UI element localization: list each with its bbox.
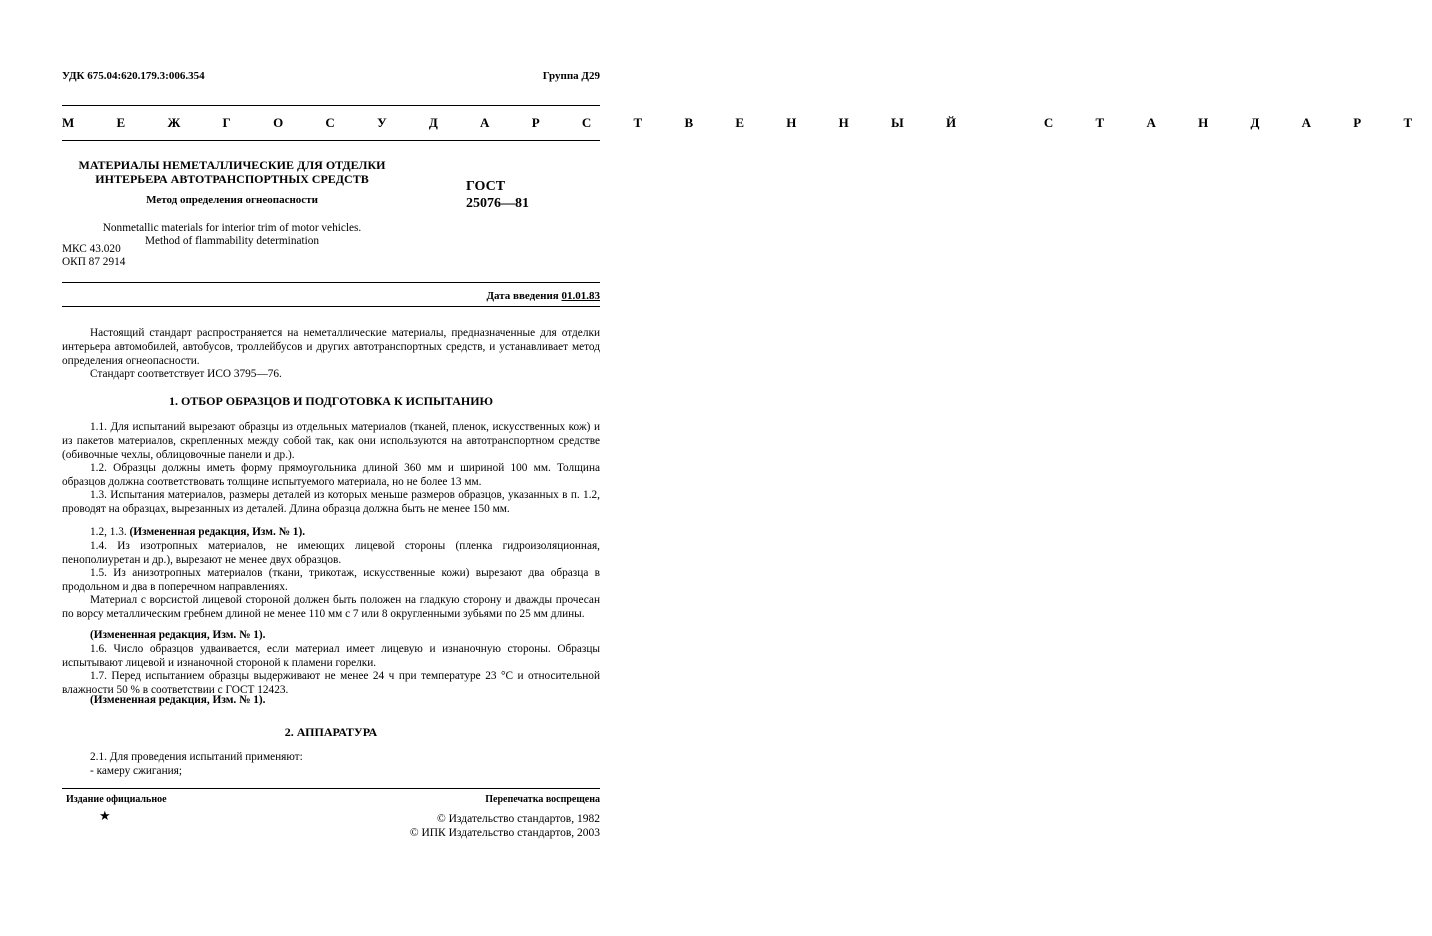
clause-1-1: 1.1. Для испытаний вырезают образцы из отдельных материалов (тканей, пленок, искусственных кож) и из пакетов материалов, скрепленных между собой так, как они используются на автотранспортном средстве (обивочные чехлы, облицовочные панели и др.).: [62, 421, 600, 461]
section-1-title: 1. ОТБОР ОБРАЗЦОВ И ПОДГОТОВКА К ИСПЫТАНИЮ: [168, 394, 494, 408]
date-rule: [62, 306, 600, 307]
intro-iso: Стандарт соответствует ИСО 3795—76.: [90, 368, 282, 380]
amendment-1-5: (Измененная редакция, Изм. № 1).: [90, 629, 266, 641]
group-code: Группа Д29: [542, 70, 600, 82]
amendment-note: (Измененная редакция, Изм. № 1).: [129, 526, 306, 538]
udk-code: УДК 675.04:620.179.3:006.354: [62, 70, 205, 82]
clause-1-6: 1.6. Число образцов удваивается, если материал имеет лицевую и изнаночную стороны. Образцы испытывают лицевой и изнаночной стороной к пламени горелки.: [62, 643, 600, 669]
okp-code: ОКП 87 2914: [62, 255, 126, 268]
mks-code: МКС 43.020: [62, 243, 121, 255]
gost-number: 25076—81: [466, 196, 529, 211]
copyright-2003: © ИПК Издательство стандартов, 2003: [409, 827, 600, 839]
english-title-line-2: Method of flammability determination: [144, 235, 320, 247]
footer-rule: [62, 788, 600, 789]
title-line-1: МАТЕРИАЛЫ НЕМЕТАЛЛИЧЕСКИЕ ДЛЯ ОТДЕЛКИ: [78, 158, 386, 172]
classifier-codes: [62, 243, 125, 268]
star-icon: ★: [99, 808, 111, 823]
copyright-1982: © Издательство стандартов, 1982: [436, 813, 600, 825]
standard-type: М Е Ж Г О С У Д А Р С Т В Е Н Н Ы Й С Т А Н Д А Р Т: [62, 115, 1432, 130]
section-2-title: 2. АППАРАТУРА: [284, 725, 378, 739]
gost-label: ГОСТ: [466, 179, 506, 194]
header-rule-top: [62, 105, 600, 106]
clause-2-1-item: - камеру сжигания;: [90, 765, 182, 777]
clause-1-5-pile: Материал с ворсистой лицевой стороной должен быть положен на гладкую сторону и дважды прочесан по ворсу металлическим гребнем длиной не менее 110 мм с 7 или 8 округленными зубьями по 25 мм длины.: [62, 594, 600, 620]
amendment-1-2-1-3: [62, 526, 600, 540]
english-title-line-1: Nonmetallic materials for interior trim of motor vehicles.: [102, 222, 362, 234]
official-edition: Издание официальное: [66, 794, 167, 805]
amendment-ref: 1.2, 1.3.: [90, 526, 127, 538]
title-line-2: ИНТЕРЬЕРА АВТОТРАНСПОРТНЫХ СРЕДСТВ: [95, 172, 369, 186]
amendment-1-7: (Измененная редакция, Изм. № 1).: [90, 694, 266, 706]
clause-1-5: 1.5. Из анизотропных материалов (ткани, трикотаж, искусственные кожи) вырезают два образца в продольном и два в поперечном направлениях.: [62, 567, 600, 593]
clause-1-7: 1.7. Перед испытанием образцы выдерживают не менее 24 ч при температуре 23 °С и относительной влажности 50 % в соответствии с ГОСТ 12423.: [62, 670, 600, 696]
clause-1-2: 1.2. Образцы должны иметь форму прямоугольника длиной 360 мм и шириной 100 мм. Толщина образцов должна соответствовать толщине испытуемого материала, но не более 13 мм.: [62, 462, 600, 488]
intro-date: [486, 290, 600, 302]
clause-2-1: 2.1. Для проведения испытаний применяют:: [90, 751, 303, 763]
clause-1-3: 1.3. Испытания материалов, размеры деталей из которых меньше размеров образцов, указанных в п. 1.2, проводят на образцах, вырезанных из деталей. Длина образца должна быть не менее 150 мм.: [62, 489, 600, 515]
title-rule: [62, 282, 600, 283]
intro-date-value: 01.01.83: [561, 290, 600, 302]
method-title: Метод определения огнеопасности: [146, 194, 318, 206]
copyright-block: [410, 812, 600, 840]
intro-paragraph: Настоящий стандарт распространяется на неметаллические материалы, предназначенные для отделки интерьера автомобилей, автобусов, троллейбусов и других автотранспортных средств, и устанавливает метод определения огнеопасности.: [62, 327, 600, 367]
clause-1-4: 1.4. Из изотропных материалов, не имеющих лицевой стороны (пленка гидроизоляционная, пенополиуретан и др.), вырезают не менее двух образцов.: [62, 540, 600, 566]
gost-block: [466, 178, 529, 212]
header-rule-bottom: [62, 140, 600, 141]
title-block: [62, 158, 402, 186]
reprint-prohibited: Перепечатка воспрещена: [485, 794, 600, 805]
intro-date-label: Дата введения: [486, 290, 559, 302]
